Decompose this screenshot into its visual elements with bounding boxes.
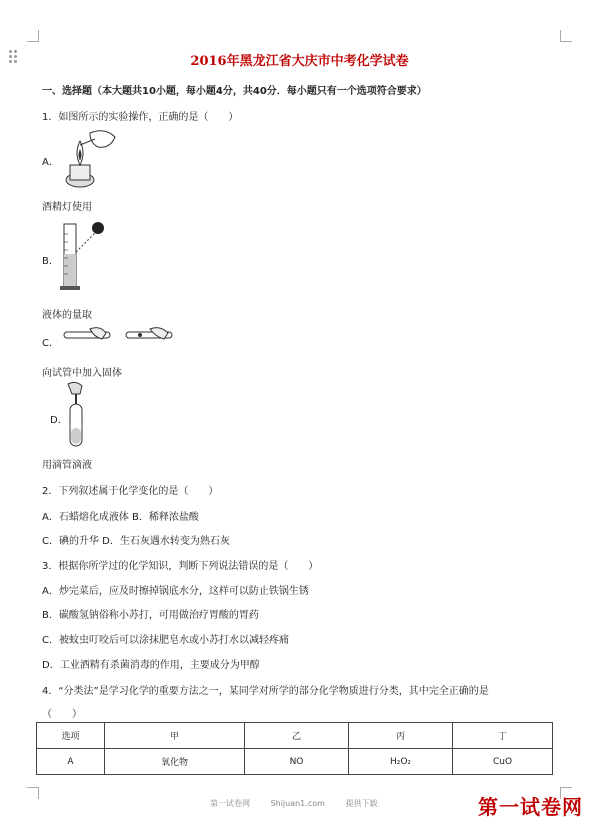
table-header-cell: 丁	[453, 723, 553, 749]
q2-options-line1: A．石蜡熔化成液体 B．稀释浓盐酸	[42, 512, 199, 523]
footer-domain[interactable]: Shijuan1.com	[270, 799, 325, 808]
page-title: 2016年黑龙江省大庆市中考化学试卷	[190, 54, 409, 69]
q4-paren: （ ）	[42, 709, 82, 720]
crop-mark-top-right	[560, 30, 572, 42]
crop-mark-bottom-left	[27, 787, 39, 799]
q1-option-c-caption: 向试管中加入固体	[42, 368, 122, 379]
table-header-cell: 丙	[349, 723, 453, 749]
q1-option-a-label: A．	[42, 157, 59, 168]
q1-option-c-label: C．	[42, 338, 59, 349]
q1-option-b-caption: 液体的量取	[42, 310, 92, 321]
q2-stem: 2．下列叙述属于化学变化的是（ ）	[42, 486, 219, 497]
dropper-figure	[62, 380, 92, 450]
q3-option-d: D．工业酒精有杀菌消毒的作用，主要成分为甲醇	[42, 660, 260, 671]
footer-site: 第一试卷网	[210, 799, 250, 808]
table-header-cell: 选项	[37, 723, 105, 749]
table-header-cell: 甲	[105, 723, 245, 749]
table-cell: A	[37, 749, 105, 775]
table-header-cell: 乙	[245, 723, 349, 749]
q3-option-a: A．炒完菜后，应及时擦掉锅底水分，这样可以防止铁锅生锈	[42, 586, 309, 597]
classification-table	[36, 722, 553, 775]
crop-mark-top-left	[27, 30, 39, 42]
q1-option-a-caption: 酒精灯使用	[42, 202, 92, 213]
site-logo: 第一试卷网	[478, 795, 583, 819]
q1-option-b-label: B．	[42, 256, 59, 267]
q1-option-d-caption: 用滴管滴液	[42, 460, 92, 471]
table-cell: 氧化物	[105, 749, 245, 775]
q3-option-b: B．碳酸氢钠俗称小苏打，可用做治疗胃酸的胃药	[42, 610, 259, 621]
q1-option-d-label: D．	[50, 415, 68, 426]
alcohol-lamp-figure	[60, 125, 122, 190]
table-cell: H₂O₂	[349, 749, 453, 775]
q3-stem: 3．根据你所学过的化学知识，判断下列说法错误的是（ ）	[42, 561, 319, 572]
table-header-row	[37, 723, 553, 749]
table-row	[37, 749, 553, 775]
section-heading: 一、选择题（本大题共10小题，每小题4分，共40分．每小题只有一个选项符合要求）	[42, 86, 427, 97]
q2-options-line2: C．碘的升华 D．生石灰遇水转变为熟石灰	[42, 536, 230, 547]
test-tube-solid-figure	[60, 325, 180, 347]
footer-download: 提供下载	[345, 799, 378, 808]
q1-stem: 1．如图所示的实验操作，正确的是（ ）	[42, 112, 239, 123]
q3-option-c: C．被蚊虫叮咬后可以涂抹肥皂水或小苏打水以减轻疼痛	[42, 635, 289, 646]
table-cell: CuO	[453, 749, 553, 775]
graduated-cylinder-figure	[58, 214, 108, 292]
table-cell: NO	[245, 749, 349, 775]
page-footer	[210, 798, 395, 809]
q4-stem: 4．“分类法”是学习化学的重要方法之一，某同学对所学的部分化学物质进行分类，其中完全正确的是	[42, 686, 489, 697]
